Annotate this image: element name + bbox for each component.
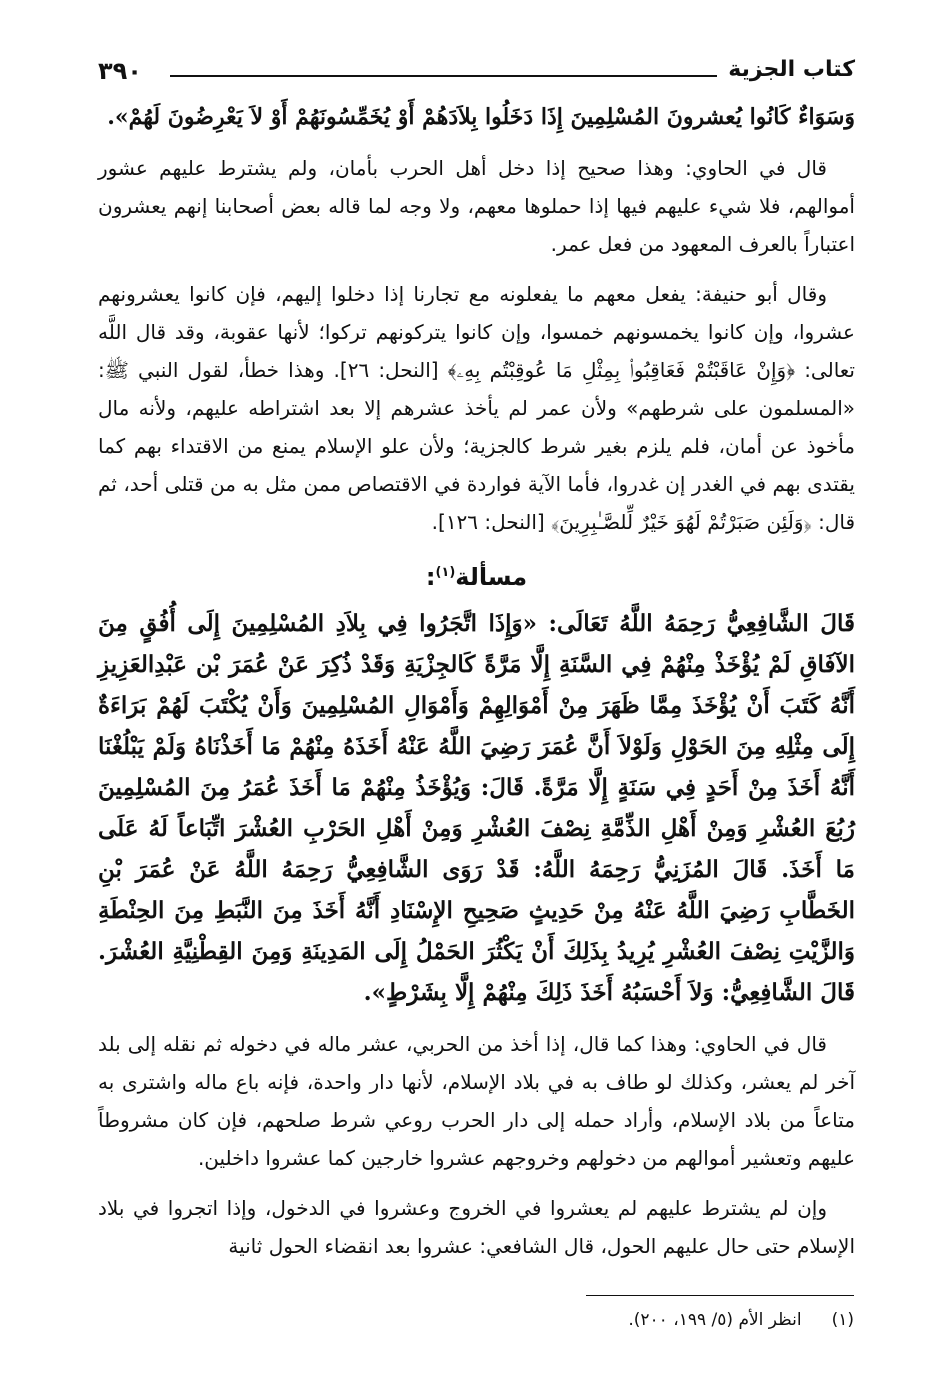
matn-shafii-text: قَالَ الشَّافِعِيُّ رَحِمَهُ اللَّهُ تَعَالَى: «وَإِذَا اتَّجَرُوا فِي بِلاَدِ المُسْلِمِينَ إِلَى أُفُقٍ مِنَ الآفَاقِ لَمْ يُؤْخَذْ مِنْهُمْ فِي السَّنَةِ إِلَّا مَرَّةً كَالجِزْيَةِ وَقَدْ ذُكِرَ عَنْ عُمَرَ بْن عَبْدِالعَزِيزِ أَنَّهُ كَتَبَ أَنْ يُؤْخَذَ مِمَّا ظَهَرَ مِنْ أَمْوَالِهِمْ وَأَمْوَالِ المُسْلِمِينَ وَأَنْ يُكْتَبَ لَهُمْ بَرَاءَةٌ إِلَى مِثْلِهِ مِنَ الحَوْلِ وَلَوْلاَ أَنَّ عُمَرَ رَضِيَ اللَّهُ عَنْهُ أَخَذَهُ مِنْهُمْ مَا أَخَذْنَاهُ وَلَمْ يَبْلُغْنَا أَنَّهُ أَخَذَ مِنْ أَحَدٍ فِي سَنَةٍ إِلَّا مَرَّةً. قَالَ: وَيُؤْخَذُ مِنْهُمْ مَا أَخَذَ عُمَرُ مِنَ المُسْلِمِينَ رُبُعَ العُشْرِ وَمِنْ أَهْلِ الذِّمَّةِ نِصْفَ العُشْرِ وَمِنْ أَهْلِ الحَرْبِ العُشْرَ اتِّبَاعاً لَهُ عَلَى مَا أَخَذَ. قَالَ المُزَنِيُّ رَحِمَهُ اللَّهُ: قَدْ رَوَى الشَّافِعِيُّ رَحِمَهُ اللَّهُ عَنْ عُمَرَ بْنِ الخَطَّابِ رَضِيَ اللَّهُ عَنْهُ مِنْ حَدِيثٍ صَحِيحِ الإِسْنَادِ أَنَّهُ أَخَذَ مِنَ النَّبَطِ مِنَ الحِنْطَةِ وَالزَّيْتِ نِصْفَ العُشْرِ يُرِيدُ بِذَلِكَ أَنْ يَكْثُرَ الحَمْلُ إِلَى المَدِينَةِ وَمِنَ القِطْنِيَّةِ العُشْرَ. قَالَ الشَّافِعِيُّ: وَلاَ أَحْسَبُهُ أَخَذَ ذَلِكَ مِنْهُمْ إِلَّا بِشَرْطٍ». — [98, 610, 855, 1006]
page-number: ٣٩٠ — [98, 57, 142, 85]
footnote-rule — [586, 1295, 854, 1296]
book-page — [98, 55, 855, 1265]
paragraph-condition: وإن لم يشترط عليهم لم يعشروا في الخروج وعشروا في الدخول، وإذا اتجروا في بلاد الإسلام حتى حال عليهم الحول، قال الشافعي: عشروا بعد انقضاء الحول ثانية — [98, 1196, 855, 1258]
footnote-text: انظر الأم (٥/ ١٩٩، ٢٠٠). — [628, 1310, 802, 1330]
running-title: كتاب الجزية — [728, 57, 855, 82]
paragraph-hawi-2: قال في الحاوي: وهذا كما قال، إذا أخذ من الحربي، عشر ماله في دخوله ثم نقله إلى بلد آخر لم يعشر، وكذلك لو طاف به في بلاد الإسلام، لأنها دار واحدة، فإنه باع ماله واشترى به متاعاً من بلاد الإسلام، وأراد حمله إلى دار الحرب روعي شرط صلحهم، فإن كان مشروطاً عليهم وتعشير أموالهم من دخولهم وخروجهم عشروا خارجين كما عشروا داخلين. — [98, 1032, 855, 1170]
footnote — [628, 1306, 854, 1334]
heading-text: مسألة — [455, 563, 528, 591]
section-heading — [98, 553, 855, 597]
paragraph-abu-hanifa: وقال أبو حنيفة: يفعل معهم ما يفعلونه مع تجارنا إذا دخلوا إليهم، فإن كانوا يعشرونهم عشروا، وإن كانوا يخمسونهم خمسوا، وإن كانوا يتركونهم تركوا؛ لأنها عقوبة، وقد قال اللَّه تعالى: ﴿وَإِنْ عَاقَبْتُمْ فَعَاقِبُوا۟ بِمِثْلِ مَا عُوقِبْتُم بِهِۦ﴾ [النحل: ٢٦]. وهذا خطأ، لقول النبي ﷺ: «المسلمون على شرطهم» ولأن عمر لم يأخذ عشرهم إلا بعد اشتراطه عليهم، ولأنه مال مأخوذ عن أمان، فلم يلزم بغير شرط كالجزية؛ ولأن علو الإسلام يمنع من الاقتداء بهم كما يقتدى بهم في الغدر إن غدروا، فأما الآية فواردة في الاقتصاص ممن مثل به من قتلى أحد، ثم قال: ﴿وَلَئِن صَبَرْتُمْ لَهُوَ خَيْرٌ لِّلصَّـٰبِرِينَ﴾ [النحل: ١٢٦]. — [98, 282, 855, 534]
heading-colon: : — [425, 563, 436, 591]
page-header — [98, 55, 855, 91]
heading-footnote-ref: (١) — [435, 565, 456, 580]
header-rule — [170, 75, 717, 77]
opening-quote: وَسَوَاءٌ كَانُوا يُعشرونَ المُسْلِمِينَ إِذَا دَخَلُوا بِلاَدَهُمْ أَوْ يُخَمِّسُونَهُمْ أَوْ لاَ يَعْرِضُونَ لَهُمْ». — [107, 104, 855, 130]
paragraph-hawi-1: قال في الحاوي: وهذا صحيح إذا دخل أهل الحرب بأمان، ولم يشترط عليهم عشور أموالهم، فلا شيء عليهم فيها إذا حملوها معهم، ولا وجه لما قاله بعض أصحابنا إنهم يعشرون اعتباراً بالعرف المعهود من فعل عمر. — [98, 156, 855, 256]
footnote-number: (١) — [831, 1310, 854, 1330]
